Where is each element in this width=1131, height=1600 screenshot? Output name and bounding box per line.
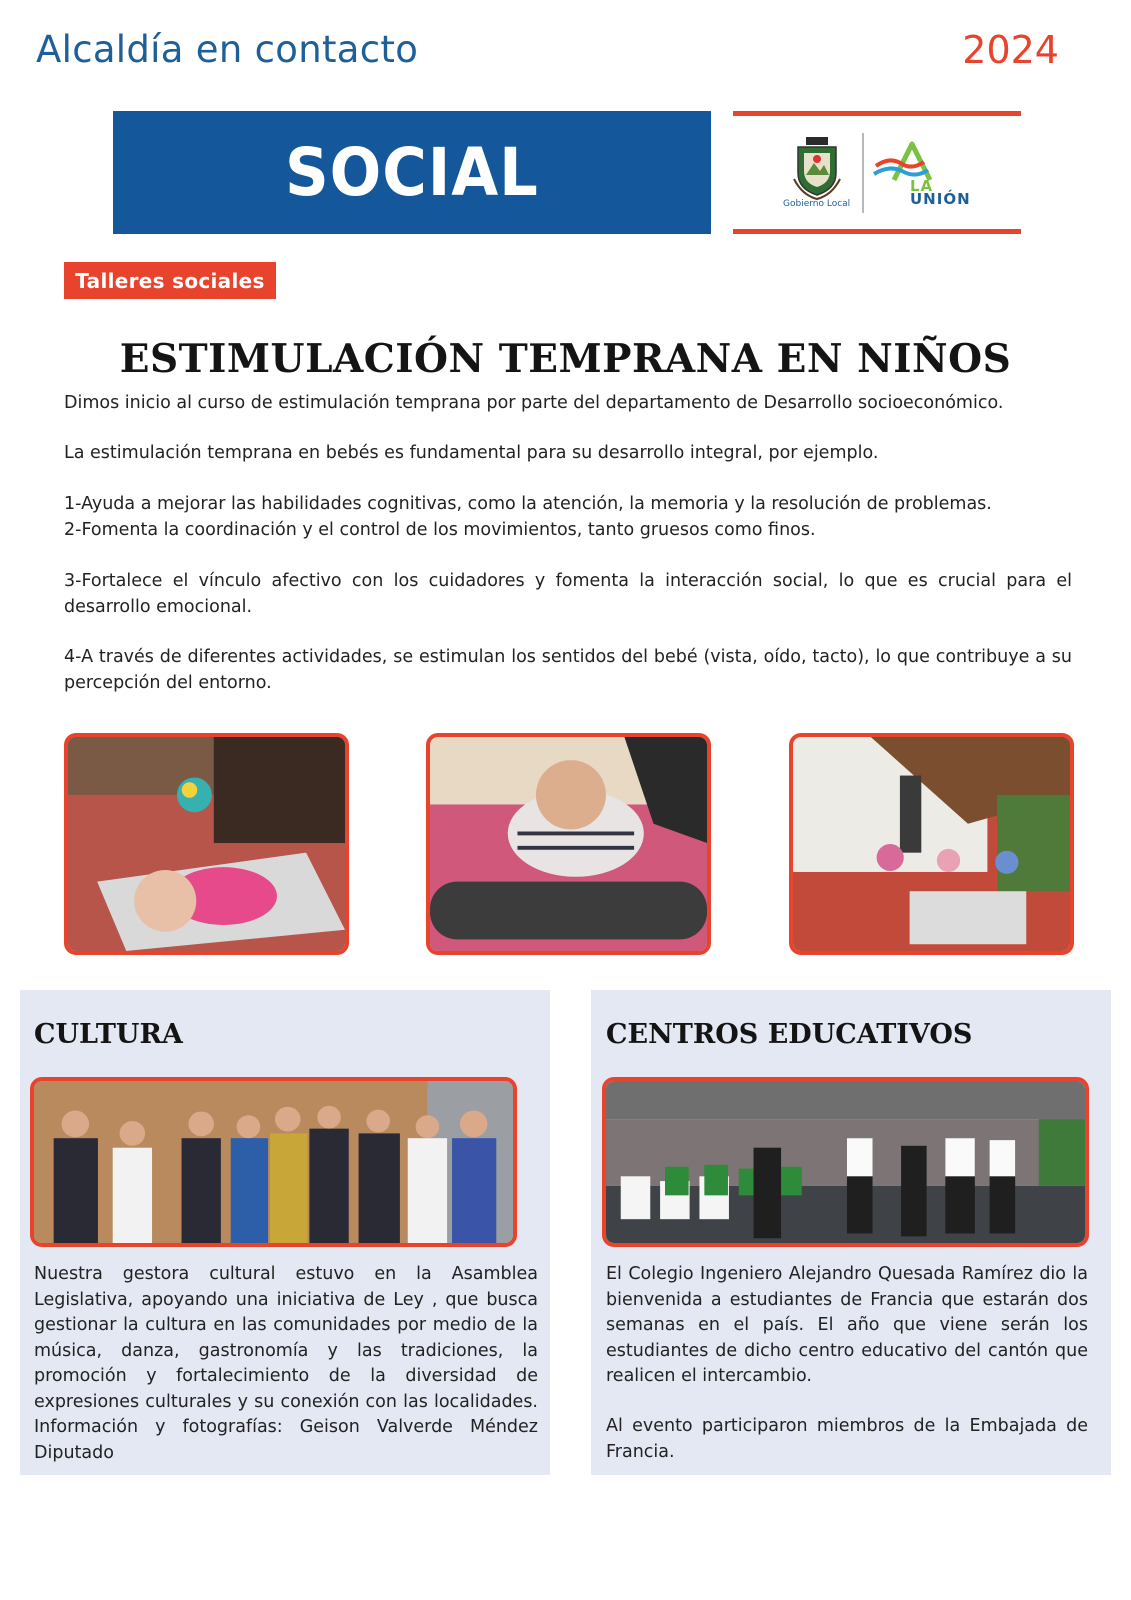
photo-centros-event — [602, 1077, 1089, 1247]
la-union-wordmark: LA UNIÓN — [910, 177, 971, 208]
cultura-text: Nuestra gestora cultural estuvo en la Asamblea Legislativa, apoyando una iniciativa de Ley , que busca gestionar la cultura en las comunidades por medio de la música, danza, gastronomía y las tradiciones, la promoción y fortalecimiento de la diversidad de expresiones culturales y su conexión con las localidades. Información y fotografías: Geison Valverde Méndez Diputado — [34, 1264, 538, 1463]
section-banner — [113, 111, 711, 234]
publication-year: 2024 — [962, 28, 1059, 72]
list-item-3: 3-Fortalece el vínculo afectivo con los cuidadores y fomenta la interacción social, lo que es crucial para el desarrollo emocional. — [64, 571, 1072, 617]
centros-text-1: El Colegio Ingeniero Alejandro Quesada Ramírez dio la bienvenida a estudiantes de Francia que estarán dos semanas en el país. El año que viene serán los estudiantes de dicho centro educativo del cantón que realicen el intercambio. — [606, 1264, 1088, 1386]
photo-workshop-group — [789, 733, 1074, 955]
list-item-2: 2-Fomenta la coordinación y el control de los movimientos, tanto gruesos como finos. — [64, 520, 816, 540]
list-item-1: 1-Ayuda a mejorar las habilidades cognitivas, como la atención, la memoria y la resolución de problemas. — [64, 494, 992, 514]
cultura-title: CULTURA — [34, 1019, 183, 1050]
list-item-4: 4-A través de diferentes actividades, se estimulan los sentidos del bebé (vista, oído, tacto), lo que contribuye a su percepción del entorno. — [64, 647, 1072, 693]
gobierno-local-label: Gobierno Local — [783, 199, 851, 209]
paragraph-intro: Dimos inicio al curso de estimulación temprana por parte del departamento de Desarrollo socioeconómico. — [64, 393, 1004, 413]
article-title: ESTIMULACIÓN TEMPRANA EN NIÑOS — [119, 336, 1012, 382]
category-tag: Talleres sociales — [64, 262, 276, 299]
paragraph-importance: La estimulación temprana en bebés es fundamental para su desarrollo integral, por ejemplo. — [64, 443, 879, 463]
section-title: SOCIAL — [285, 134, 539, 211]
photo-baby-ball — [64, 733, 349, 955]
centros-title: CENTROS EDUCATIVOS — [606, 1019, 973, 1050]
logo-divider — [862, 133, 864, 213]
centros-text-2: Al evento participaron miembros de la Embajada de Francia. — [606, 1416, 1088, 1462]
photo-baby-roller — [426, 733, 711, 955]
publication-title: Alcaldía en contacto — [36, 28, 419, 71]
photo-cultura-group — [30, 1077, 517, 1247]
coat-of-arms-icon — [792, 135, 842, 201]
